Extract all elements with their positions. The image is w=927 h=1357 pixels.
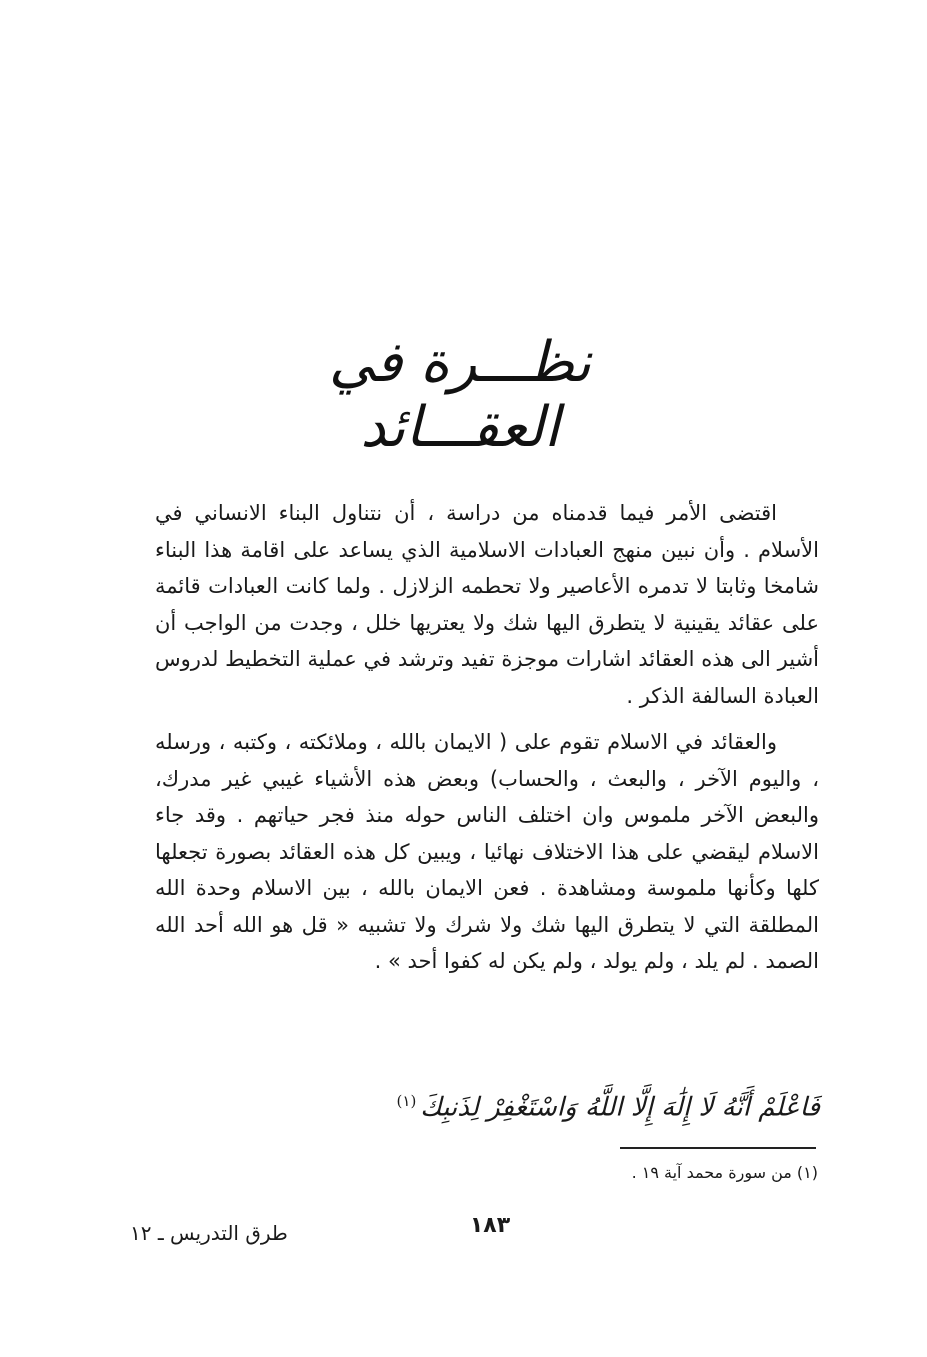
paragraph-2: والعقائد في الاسلام تقوم على ( الايمان بالله ، وملائكته ، وكتبه ، ورسله ، واليوم الآخر ، والبعث ، والحساب) وبعض هذه الأشياء غيبي غير مدرك، والبعض الآخر ملموس وان اختلف الناس حوله منذ فجر حياتهم . وقد جاء الاسلام ليقضي على هذا الاختلاف نهائيا ، ويبين كل هذه العقائد بصورة تجعلها كلها وكأنها ملموسة ومشاهدة . فعن الايمان بالله ، بين الاسلام وحدة الله المطلقة التي لا يتطرق اليها شك ولا شرك ولا تشبيه « قل هو الله أحد الله الصمد . لم يلد ، ولم يولد ، ولم يكن له كفوا أحد » . [155,730,819,973]
quran-verse [396,1092,820,1123]
footnote-marker: (١) [396,1092,417,1110]
paragraph-1: اقتضى الأمر فيما قدمناه من دراسة ، أن نتناول البناء الانساني في الأسلام . وأن نبين منهج العبادات الاسلامية الذي يساعد على اقامة هذا البناء شامخا وثابتا لا تدمره الأعاصير ولا تحطمه الزلازل . ولما كانت العبادات قائمة على عقائد يقينية لا يتطرق اليها شك ولا يعتريها خلل ، وجدت من الواجب أن أشير الى هذه العقائد اشارات موجزة تفيد وترشد في عملية التخطيط لدروس العبادة السالفة الذكر . [155,501,819,708]
running-footer: طرق التدريس ـ ١٢ [130,1221,288,1245]
chapter-title: نظـــرة في العقـــائد [328,330,592,460]
page-number: ١٨٣ [469,1213,511,1238]
body-text [155,495,819,980]
footnote: (١) من سورة محمد آية ١٩ . [631,1163,818,1182]
verse-text: فَاعْلَمْ أَنَّهُ لَا إِلَٰهَ إِلَّا اللَّهُ وَاسْتَغْفِرْ لِذَنبِكَ [420,1092,820,1123]
footnote-divider [620,1147,816,1149]
